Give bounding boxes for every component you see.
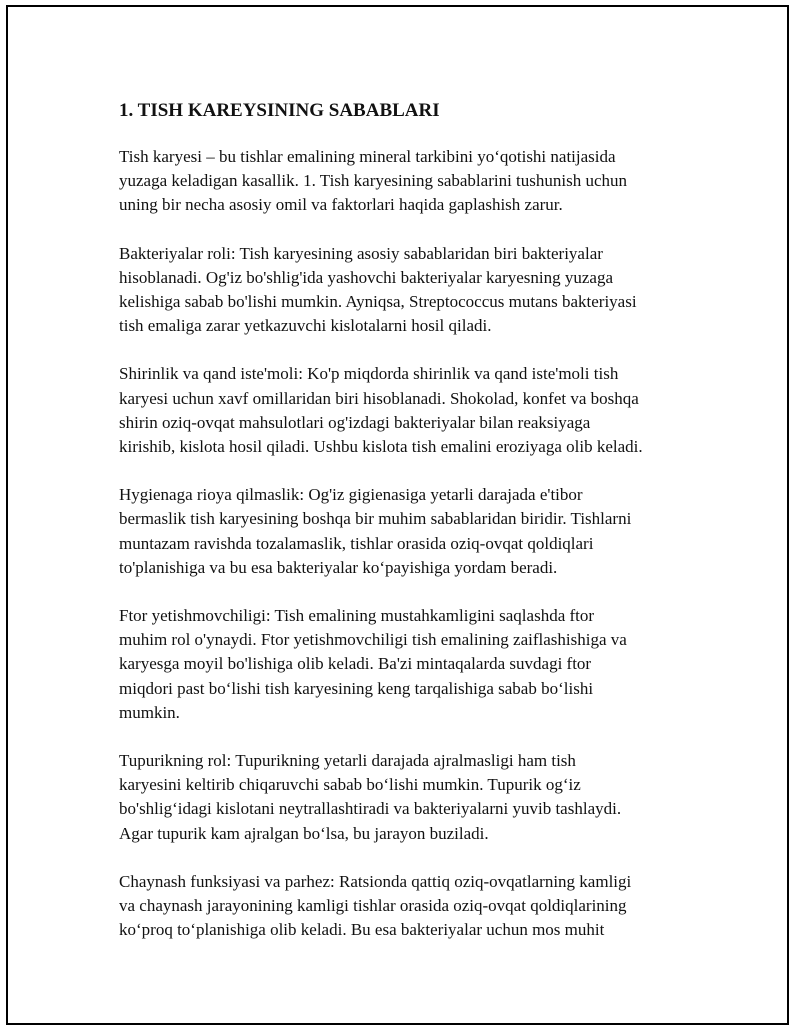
- text-line: mumkin.: [119, 702, 180, 722]
- text-line: Shirinlik va qand iste'moli: Ko'p miqdorda shirinlik va qand iste'moli tish: [119, 364, 619, 384]
- document-title: 1. TISH KAREYSINING SABABLARI: [119, 100, 440, 121]
- text-line: miqdori past bo‘lishi tish karyesining keng tarqalishiga sabab bo‘lishi: [119, 678, 594, 698]
- paragraph-hygiene: [119, 483, 709, 580]
- text-line: karyesga moyil bo'lishiga olib keladi. Ba'zi mintaqalarda suvdagi ftor: [119, 654, 592, 674]
- text-line: Agar tupurik kam ajralgan bo‘lsa, bu jarayon buziladi.: [119, 823, 489, 843]
- paragraph-sugar: [119, 362, 709, 459]
- text-line: kirishib, kislota hosil qiladi. Ushbu kislota tish emalini eroziyaga olib keladi.: [119, 437, 643, 457]
- text-line: Tish karyesi – bu tishlar emalining mineral tarkibini yo‘qotishi natijasida: [119, 147, 616, 166]
- text-line: kelishiga sabab bo'lishi mumkin. Ayniqsa, Streptococcus mutans bakteriyasi: [119, 292, 637, 312]
- text-line: Bakteriyalar roli: Tish karyesining asosiy sabablaridan biri bakteriyalar: [119, 243, 603, 263]
- text-line: va chaynash jarayonining kamligi tishlar orasida oziq-ovqat qoldiqlarining: [119, 896, 627, 916]
- text-line: Tupurikning rol: Tupurikning yetarli darajada ajralmasligi ham tish: [119, 751, 576, 771]
- document-body: [119, 97, 709, 966]
- text-line: to'planishiga va bu esa bakteriyalar ko‘payishiga yordam beradi.: [119, 557, 558, 577]
- text-line: karyesi uchun xavf omillaridan biri hisoblanadi. Shokolad, konfet va boshqa: [119, 388, 639, 408]
- paragraph-bacteria: [119, 242, 709, 339]
- text-line: hisoblanadi. Og'iz bo'shlig'ida yashovchi bakteriyalar karyesning yuzaga: [119, 267, 614, 287]
- text-line: karyesini keltirib chiqaruvchi sabab bo‘lishi mumkin. Tupurik og‘iz: [119, 775, 581, 795]
- paragraph-intro: [119, 145, 709, 218]
- text-line: uning bir necha asosiy omil va faktorlari haqida gaplashish zarur.: [119, 195, 563, 215]
- page-frame: [6, 5, 789, 1025]
- text-line: bermaslik tish karyesining boshqa bir muhim sabablaridan biridir. Tishlarni: [119, 509, 632, 529]
- text-line: ko‘proq to‘planishiga olib keladi. Bu esa bakteriyalar uchun mos muhit: [119, 920, 605, 940]
- text-line: shirin oziq-ovqat mahsulotlari og'izdagi bakteriyalar bilan reaksiyaga: [119, 412, 591, 432]
- text-line: tish emaliga zarar yetkazuvchi kislotalarni hosil qiladi.: [119, 316, 492, 336]
- paragraph-chewing: [119, 870, 709, 943]
- text-line: Chaynash funksiyasi va parhez: Ratsionda qattiq oziq-ovqatlarning kamligi: [119, 871, 632, 891]
- paragraph-fluoride: [119, 604, 709, 725]
- text-line: yuzaga keladigan kasallik. 1. Tish karyesining sabablarini tushunish uchun: [119, 171, 628, 191]
- text-line: Ftor yetishmovchiligi: Tish emalining mustahkamligini saqlashda ftor: [119, 606, 595, 626]
- text-line: Hygienaga rioya qilmaslik: Og'iz gigienasiga yetarli darajada e'tibor: [119, 485, 583, 505]
- text-line: bo'shlig‘idagi kislotani neytrallashtiradi va bakteriyalarni yuvib tashlaydi.: [119, 799, 622, 819]
- text-line: muhim rol o'ynaydi. Ftor yetishmovchiligi tish emalining zaiflashishiga va: [119, 630, 627, 650]
- text-line: muntazam ravishda tozalamaslik, tishlar orasida oziq-ovqat qoldiqlari: [119, 533, 594, 553]
- paragraph-saliva: [119, 749, 709, 846]
